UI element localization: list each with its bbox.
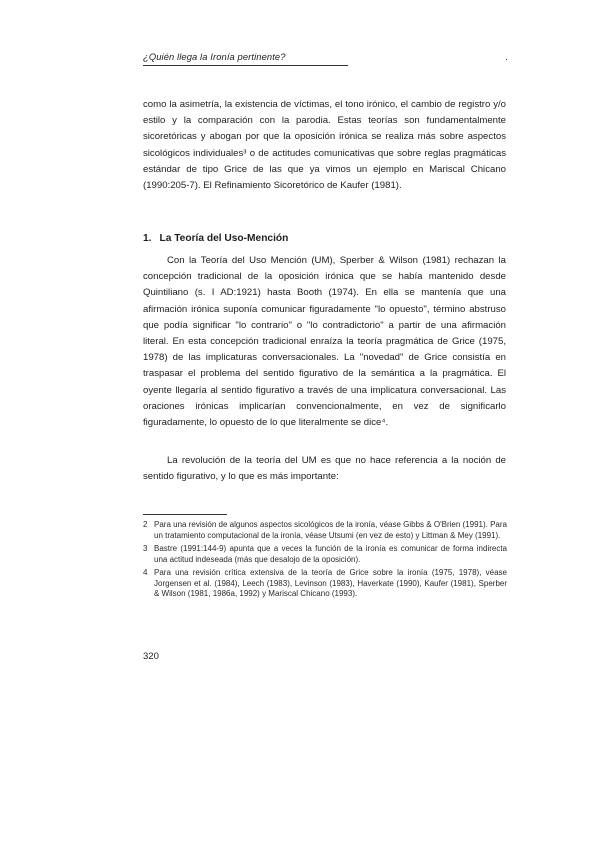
footnote — [143, 568, 507, 601]
footnote — [143, 544, 507, 566]
body-paragraph-1: como la asimetría, la existencia de víctimas, el tono irónico, el cambio de registro y/o estilo y la comparación con la parodia. Estas teorías son fundamentalmente sicoretóricas y abogan por que la oposición irónica se realiza más sobre aspectos sicológicos individuales³ o de actitudes comunicativas que sobre reglas pragmáticas estándar de tipo Grice de las que ya vimos un ejemplo en Mariscal Chicano (1990:205-7). El Refinamiento Sicoretórico de Kaufer (1981). — [143, 99, 506, 192]
page-number: 320 — [143, 651, 159, 662]
footnote-text: Para una revisión crítica extensiva de la teoría de Grice sobre la ironía (1975, 1978), véase Jorgensen et al. (1984), Leech (1983), Levinson (1983), Haverkate (1990), Kaufer (1981), Sperber & Wilson (1981, 1986a, 1992) y Mariscal Chicano (1993). — [154, 567, 507, 599]
footnote-number: 2 — [143, 520, 148, 529]
header-rule — [143, 65, 348, 66]
footnote-number: 3 — [143, 543, 148, 553]
footnote-text: Bastre (1991:144-9) apunta que a veces la función de la ironía es comunicar de forma indirecta una actitud indeseada (más que desalojo de la oposición). — [154, 543, 507, 564]
body-paragraph-2: Con la Teoría del Uso Mención (UM), Sperber & Wilson (1981) rechazan la concepción tradicional de la oposición irónica que se había mantenido desde Quintiliano (s. I AD:1921) hasta Booth (1974). En ella se mantenía que una afirmación irónica suponía comunicar figuradamente "lo opuesto", término abstruso que podía significar "lo contrario" o "lo contradictorio" a partir de una afirmación literal. En esta concepción tradicional enraíza la teoría pragmática de Grice (1975, 1978) de las implicaturas conversacionales. La "novedad" de Grice consistía en traspasar el problema del sentido figurativo de la semántica a la pragmática. El oyente llegaría al sentido figurativo a través de una implicatura conversacional. Las oraciones irónicas implicarían convencionalmente, en vez de significarlo figuradamente, lo opuesto de lo que literalmente se dice⁴. — [143, 255, 506, 429]
running-head: ¿Quién llega la Ironía pertinente? — [143, 51, 286, 62]
body-paragraph-3: La revolución de la teoría del UM es que no hace referencia a la noción de sentido figurativo, y lo que es más importante: — [143, 455, 506, 483]
section-number: 1. — [143, 233, 152, 244]
section-title: La Teoría del Uso-Mención — [159, 233, 289, 244]
footnote-rule — [143, 514, 227, 515]
footnote — [143, 520, 507, 542]
footnote-text: Para una revisión de algunos aspectos sicológicos de la ironía, véase Gibbs & O'Brien (1991). Para un tratamiento computacional de la ironía, véase Utsumi (en vez de esto) y Littman & Mey (1991). — [154, 520, 507, 540]
page-header — [143, 50, 508, 68]
footnote-number: 4 — [143, 567, 148, 577]
footnotes — [143, 520, 507, 602]
header-mark: · — [505, 54, 508, 64]
section-heading — [143, 233, 288, 244]
